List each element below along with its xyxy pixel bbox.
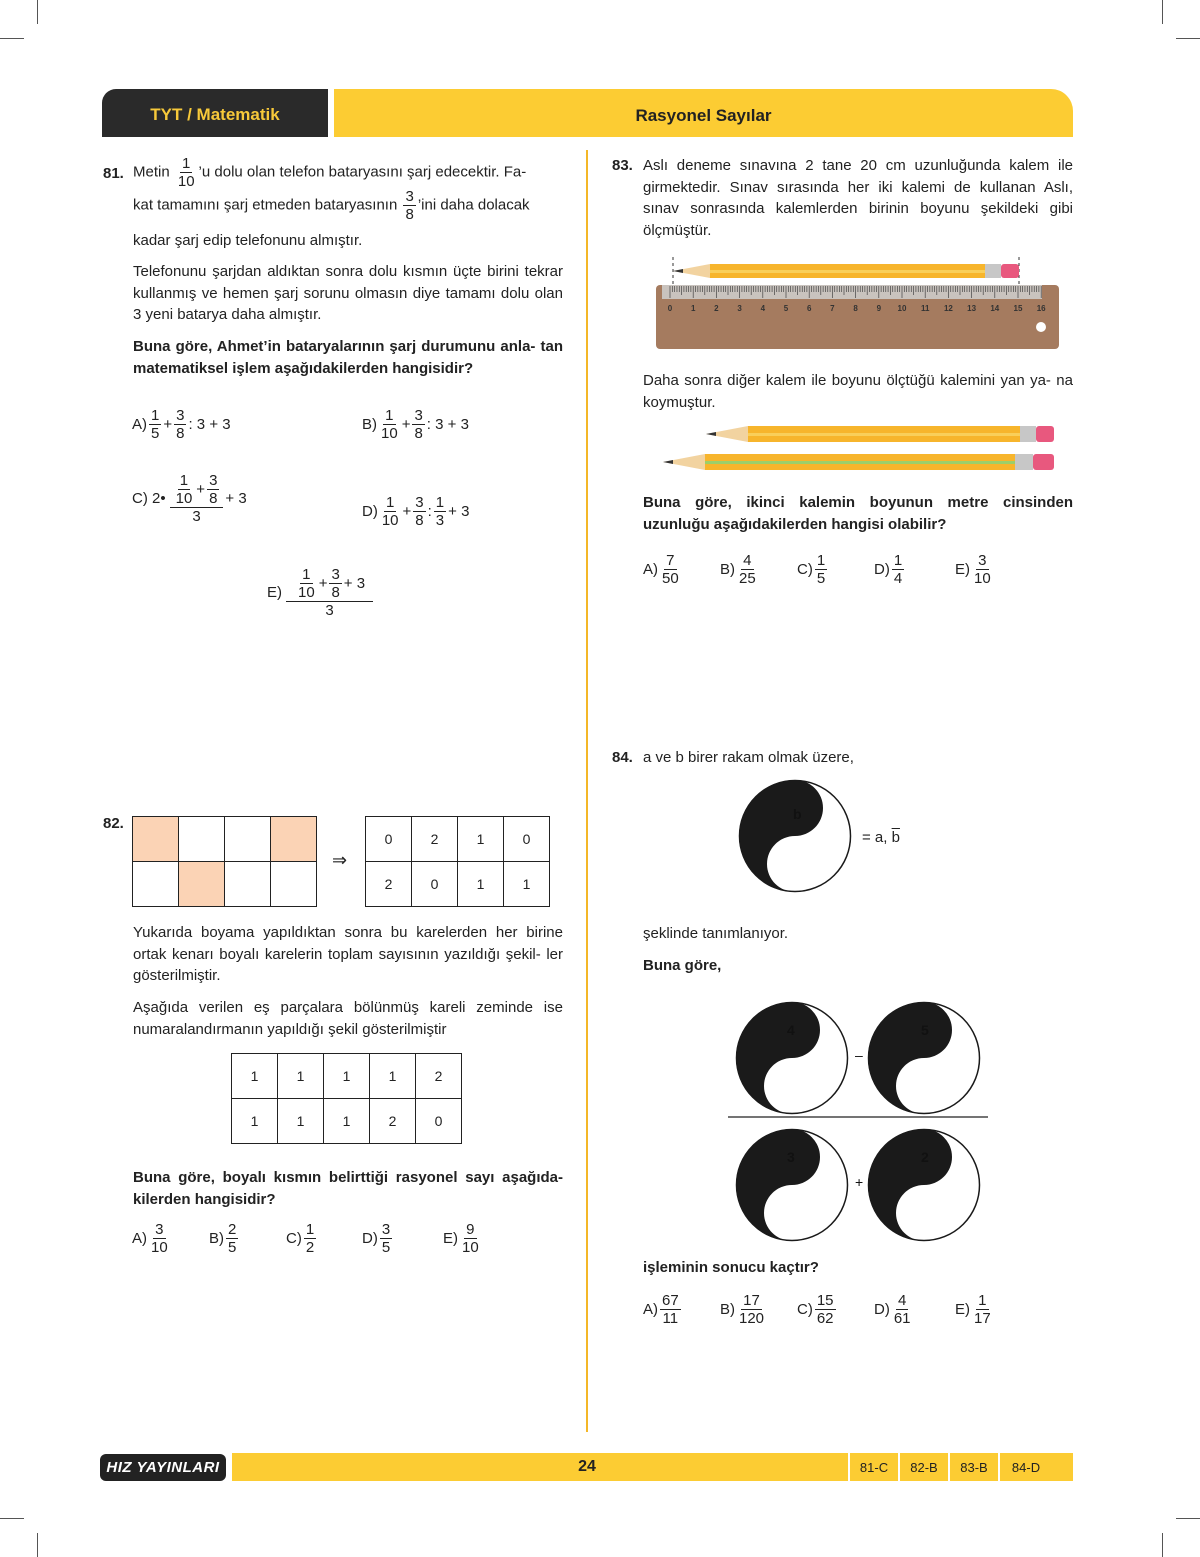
fraction: $\frac{3}{8}$ bbox=[405, 188, 414, 223]
yin-yang-icon bbox=[868, 1002, 980, 1114]
publisher-logo: HIZ YAYINLARI bbox=[100, 1454, 226, 1481]
ruler-label: 0 bbox=[667, 304, 673, 313]
ruler-label: 2 bbox=[714, 304, 719, 313]
q83-option-b[interactable]: B) $\frac{4}{25}$ bbox=[720, 552, 756, 587]
ruler-label: 10 bbox=[897, 304, 907, 313]
ruler-label: 11 bbox=[920, 304, 930, 313]
pencil-icon bbox=[663, 454, 1054, 470]
q82-paragraph1: Yukarıda boyama yapıldıktan sonra bu karelerden her birine ortak kenarı boyalı karelerin toplam sayısının yazıldığı şekil- ler gösterilmiştir. bbox=[133, 924, 563, 984]
yin-yang-icon bbox=[736, 1002, 848, 1114]
svg-text:7: 7 bbox=[921, 1206, 929, 1222]
q82-number: 82. bbox=[103, 815, 124, 832]
q81-option-c[interactable]: C) 2 • $\frac{1}{10}$ + $\frac{3}{8}$ 3 + 3 bbox=[132, 472, 247, 525]
svg-text:1: 1 bbox=[921, 1079, 929, 1095]
yin-yang-expression bbox=[726, 1000, 990, 1245]
ruler-label: 8 bbox=[853, 304, 858, 313]
svg-text:6: 6 bbox=[787, 1206, 795, 1222]
q81-question: Buna göre, Ahmet’in bataryalarının şarj durumunu anla- tan matematiksel işlem aşağıdakilerden hangisidir? bbox=[133, 338, 563, 377]
arrow-icon: ⇒ bbox=[332, 850, 348, 870]
ruler-label: 15 bbox=[1013, 304, 1023, 313]
column-divider bbox=[586, 150, 588, 1432]
ruler-label: 1 bbox=[690, 304, 696, 313]
fraction: $\frac{1}{10}$ bbox=[177, 155, 195, 190]
yy-top-label: b bbox=[793, 806, 802, 822]
svg-text:5: 5 bbox=[921, 1022, 929, 1038]
q83-option-a[interactable]: A) $\frac{7}{50}$ bbox=[643, 552, 679, 587]
svg-text:3: 3 bbox=[787, 1149, 795, 1165]
q84-option-d[interactable]: D) $\frac{4}{61}$ bbox=[874, 1292, 911, 1327]
ruler-label: 3 bbox=[737, 304, 742, 313]
yin-yang-definition-icon bbox=[738, 779, 853, 894]
q83-paragraph1: Aslı deneme sınavına 2 tane 20 cm uzunluğunda kalem ile girmektedir. Sınav sırasında her iki kalemi de kullanan Aslı, sınav sonrasında kalemlerden birinin boyunu şekildeki gibi ölçmüştür. bbox=[643, 157, 1073, 239]
topic-header: Rasyonel Sayılar bbox=[334, 89, 1073, 137]
q84-option-a[interactable]: A) $\frac{67}{11}$ bbox=[643, 1292, 679, 1327]
q84-intro: a ve b birer rakam olmak üzere, bbox=[643, 749, 854, 766]
ruler-label: 7 bbox=[830, 304, 835, 313]
q82-option-d[interactable]: D) $\frac{3}{5}$ bbox=[362, 1221, 391, 1256]
svg-text:4: 4 bbox=[787, 1022, 795, 1038]
ruler-label: 14 bbox=[990, 304, 1000, 313]
q82-option-a[interactable]: A) $\frac{3}{10}$ bbox=[132, 1221, 168, 1256]
answer-key-83: 83-B bbox=[948, 1453, 998, 1481]
q82-number-grid: 1 1 1 1 2 1 1 1 2 0 bbox=[231, 1053, 462, 1144]
page-number: 24 bbox=[578, 1458, 596, 1475]
q81-line2: kat tamamını şarj etmeden bataryasının $\frac{3}{8}$ ’ini daha dolacak bbox=[133, 188, 530, 223]
q83-option-d[interactable]: D) $\frac{1}{4}$ bbox=[874, 552, 903, 587]
answer-key-82: 82-B bbox=[898, 1453, 948, 1481]
q83-question: Buna göre, ikinci kalemin boyunun metre cinsinden uzunluğu aşağıdakilerden hangisi olabilir? bbox=[643, 494, 1073, 533]
q82-count-grid: 0 2 1 0 2 0 1 1 bbox=[365, 816, 550, 907]
pencil-icon bbox=[673, 264, 1019, 278]
q84-option-b[interactable]: B) $\frac{17}{120}$ bbox=[720, 1292, 765, 1327]
pencil-ruler-figure bbox=[650, 255, 1065, 355]
q81-line1: Metin $\frac{1}{10}$ ’u dolu olan telefon bataryasını şarj edecektir. Fa- bbox=[133, 155, 527, 190]
q81-line3: kadar şarj edip telefonunu almıştır. bbox=[133, 232, 363, 249]
two-pencils-figure bbox=[660, 420, 1060, 475]
q82-option-b[interactable]: B) $\frac{2}{5}$ bbox=[209, 1221, 237, 1256]
yin-yang-icon bbox=[868, 1129, 980, 1241]
q83-number: 83. bbox=[612, 157, 633, 174]
q82-question: Buna göre, boyalı kısmın belirttiği rasyonel sayı aşağıda- kilerden hangisidir? bbox=[133, 1169, 563, 1208]
ruler-label: 4 bbox=[760, 304, 766, 313]
q81-option-d[interactable]: D) $\frac{1}{10}$ + $\frac{3}{8}$ : $\frac{1}{3}$ + 3 bbox=[362, 494, 470, 529]
q84-question: işleminin sonucu kaçtır? bbox=[643, 1259, 819, 1276]
ruler-label: 12 bbox=[943, 304, 953, 313]
ruler-label: 13 bbox=[967, 304, 977, 313]
q84-option-e[interactable]: E) $\frac{1}{17}$ bbox=[955, 1292, 991, 1327]
definition-equation: = a, $\overline{b}$ bbox=[862, 829, 900, 846]
yy-bottom-label: a bbox=[790, 864, 798, 880]
pencil-icon bbox=[706, 426, 1054, 442]
svg-text:2: 2 bbox=[787, 1079, 795, 1095]
yin-yang-icon bbox=[736, 1129, 848, 1241]
minus-sign: – bbox=[855, 1047, 863, 1063]
q84-number: 84. bbox=[612, 749, 633, 766]
q84-defined-text: şeklinde tanımlanıyor. bbox=[643, 925, 789, 942]
answer-key-81: 81-C bbox=[848, 1453, 898, 1481]
q84-given-text: Buna göre, bbox=[643, 957, 722, 974]
ruler-label: 16 bbox=[1036, 304, 1046, 313]
q82-shaded-grid bbox=[132, 816, 317, 907]
plus-sign: + bbox=[855, 1174, 864, 1190]
q81-option-a[interactable]: A) $\frac{1}{5}$ + $\frac{3}{8}$ : 3 + 3 bbox=[132, 407, 231, 442]
q83-option-e[interactable]: E) $\frac{3}{10}$ bbox=[955, 552, 991, 587]
q81-number: 81. bbox=[103, 165, 124, 182]
q82-option-e[interactable]: E) $\frac{9}{10}$ bbox=[443, 1221, 479, 1256]
q84-option-c[interactable]: C) $\frac{15}{62}$ bbox=[797, 1292, 834, 1327]
answer-key-84: 84-D bbox=[998, 1453, 1052, 1481]
q81-option-b[interactable]: B) $\frac{1}{10}$ + $\frac{3}{8}$ : 3 + 3 bbox=[362, 407, 469, 442]
ruler-icon bbox=[656, 285, 1059, 349]
q81-paragraph: Telefonunu şarjdan aldıktan sonra dolu kısmın üçte birini tekrar kullanmış ve hemen şarj sorunu olmasın diye tamamı dolu olan 3 yeni batarya daha almıştır. bbox=[133, 263, 563, 323]
svg-text:2: 2 bbox=[921, 1149, 929, 1165]
q82-option-c[interactable]: C) $\frac{1}{2}$ bbox=[286, 1221, 315, 1256]
subject-header: TYT / Matematik bbox=[102, 89, 328, 137]
ruler-label: 9 bbox=[876, 304, 882, 313]
q83-paragraph2: Daha sonra diğer kalem ile boyunu ölçtüğü kalemini yan ya- na koymuştur. bbox=[643, 372, 1073, 411]
ruler-label: 5 bbox=[783, 304, 789, 313]
q83-option-c[interactable]: C) $\frac{1}{5}$ bbox=[797, 552, 826, 587]
ruler-label: 6 bbox=[806, 304, 812, 313]
q82-paragraph2: Aşağıda verilen eş parçalara bölünmüş kareli zeminde ise numaralandırmanın yapıldığı şekil gösterilmiştir bbox=[133, 999, 563, 1038]
q81-option-e[interactable]: E) $\frac{1}{10}$ + $\frac{3}{8}$ + 3 3 bbox=[267, 566, 375, 619]
